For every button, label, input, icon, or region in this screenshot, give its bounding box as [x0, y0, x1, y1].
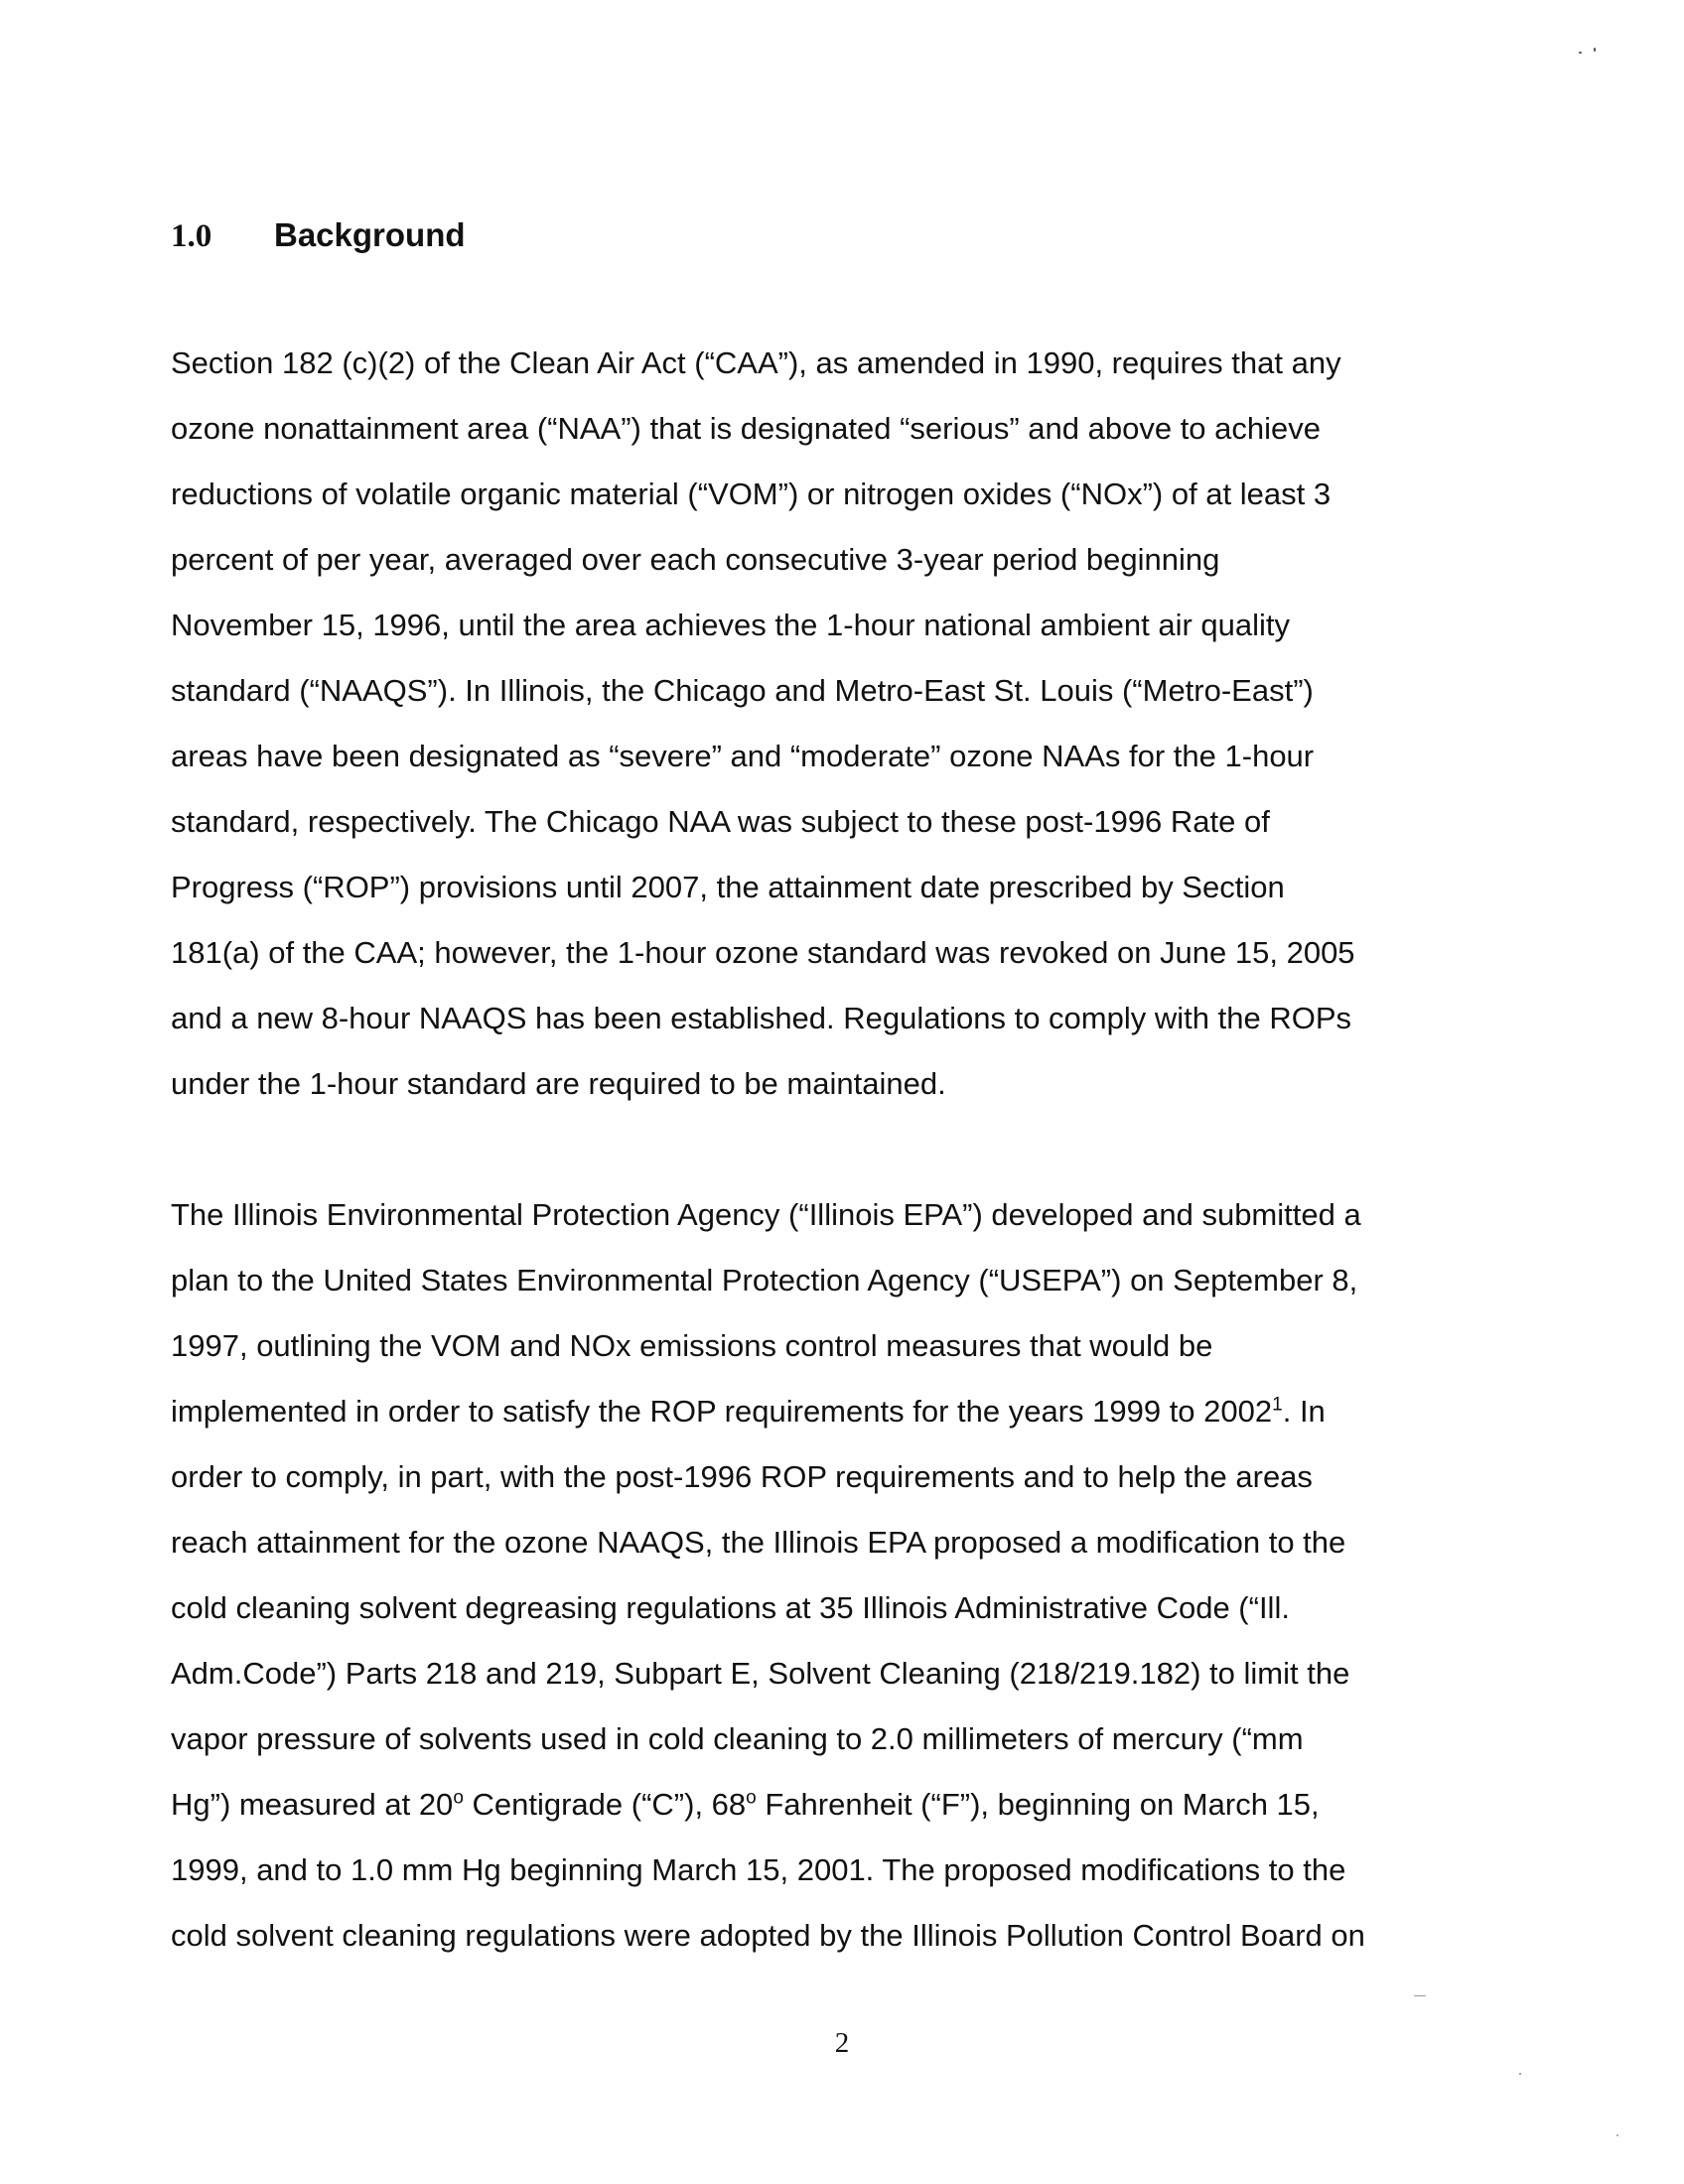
scan-speck — [1519, 2073, 1521, 2075]
paragraph-line: The Illinois Environmental Protection Agency (“Illinois EPA”) developed and submitted a — [171, 1197, 1361, 1232]
paragraph-line: percent of per year, averaged over each consecutive 3-year period beginning — [171, 542, 1220, 577]
page-number: 2 — [834, 2027, 850, 2059]
section-number: 1.0 — [171, 218, 212, 254]
paragraph-1 — [171, 331, 1462, 1117]
paragraph-line: standard (“NAAQS”). In Illinois, the Chicago and Metro-East St. Louis (“Metro-East”) — [171, 673, 1314, 708]
paragraph-line: ozone nonattainment area (“NAA”) that is designated “serious” and above to achieve — [171, 411, 1322, 446]
paragraph-line: cold solvent cleaning regulations were adopted by the Illinois Pollution Control Board on — [171, 1918, 1365, 1953]
scan-speck — [1616, 2134, 1618, 2136]
degree-symbol: o — [746, 1787, 757, 1809]
paragraph-line: order to comply, in part, with the post-1996 ROP requirements and to help the areas — [171, 1459, 1313, 1494]
paragraph-line: 1999, and to 1.0 mm Hg beginning March 15, 2001. The proposed modifications to the — [171, 1852, 1346, 1887]
scan-speck — [1594, 48, 1596, 52]
footnote-reference[interactable]: 1 — [1272, 1394, 1283, 1416]
paragraph-line: and a new 8-hour NAAQS has been established. Regulations to comply with the ROPs — [171, 1001, 1351, 1035]
paragraph-line: reach attainment for the ozone NAAQS, the Illinois EPA proposed a modification to the — [171, 1525, 1346, 1560]
paragraph-line: vapor pressure of solvents used in cold cleaning to 2.0 millimeters of mercury (“mm — [171, 1721, 1304, 1756]
paragraph-line: 1997, outlining the VOM and NOx emissions control measures that would be — [171, 1328, 1213, 1363]
paragraph-line: Section 182 (c)(2) of the Clean Air Act (“CAA”), as amended in 1990, requires that any — [171, 345, 1341, 380]
paragraph-line: 181(a) of the CAA; however, the 1-hour ozone standard was revoked on June 15, 2005 — [171, 935, 1355, 970]
line-text-mid: Centigrade (“C”), 68 — [463, 1787, 747, 1822]
paragraph-line: reductions of volatile organic material (“VOM”) or nitrogen oxides (“NOx”) of at least 3 — [171, 477, 1332, 511]
scan-speck — [1579, 52, 1582, 54]
paragraph-line-with-footnote — [171, 1379, 1462, 1444]
paragraph-2 — [171, 1182, 1462, 1969]
line-text: implemented in order to satisfy the ROP requirements for the years 1999 to 2002 — [171, 1394, 1273, 1429]
line-text-tail: Fahrenheit (“F”), beginning on March 15, — [756, 1787, 1320, 1822]
paragraph-line: Progress (“ROP”) provisions until 2007, the attainment date prescribed by Section — [171, 870, 1285, 904]
section-heading — [171, 210, 866, 260]
paragraph-line: November 15, 1996, until the area achieves the 1-hour national ambient air quality — [171, 608, 1291, 642]
degree-symbol: o — [453, 1787, 464, 1809]
paragraph-line: Adm.Code”) Parts 218 and 219, Subpart E, Solvent Cleaning (218/219.182) to limit the — [171, 1656, 1350, 1691]
scan-speck — [1414, 1995, 1426, 1996]
paragraph-line-with-degrees — [171, 1772, 1462, 1838]
paragraph-line: under the 1-hour standard are required to be maintained. — [171, 1066, 946, 1101]
section-title: Background — [274, 216, 466, 253]
paragraph-line: cold cleaning solvent degreasing regulations at 35 Illinois Administrative Code (“Ill. — [171, 1590, 1290, 1625]
paragraph-line: areas have been designated as “severe” and “moderate” ozone NAAs for the 1-hour — [171, 739, 1315, 773]
line-text-tail: . In — [1282, 1394, 1326, 1429]
paragraph-line: plan to the United States Environmental Protection Agency (“USEPA”) on September 8, — [171, 1263, 1358, 1297]
paragraph-line: standard, respectively. The Chicago NAA was subject to these post-1996 Rate of — [171, 804, 1270, 839]
line-text: Hg”) measured at 20 — [171, 1787, 454, 1822]
